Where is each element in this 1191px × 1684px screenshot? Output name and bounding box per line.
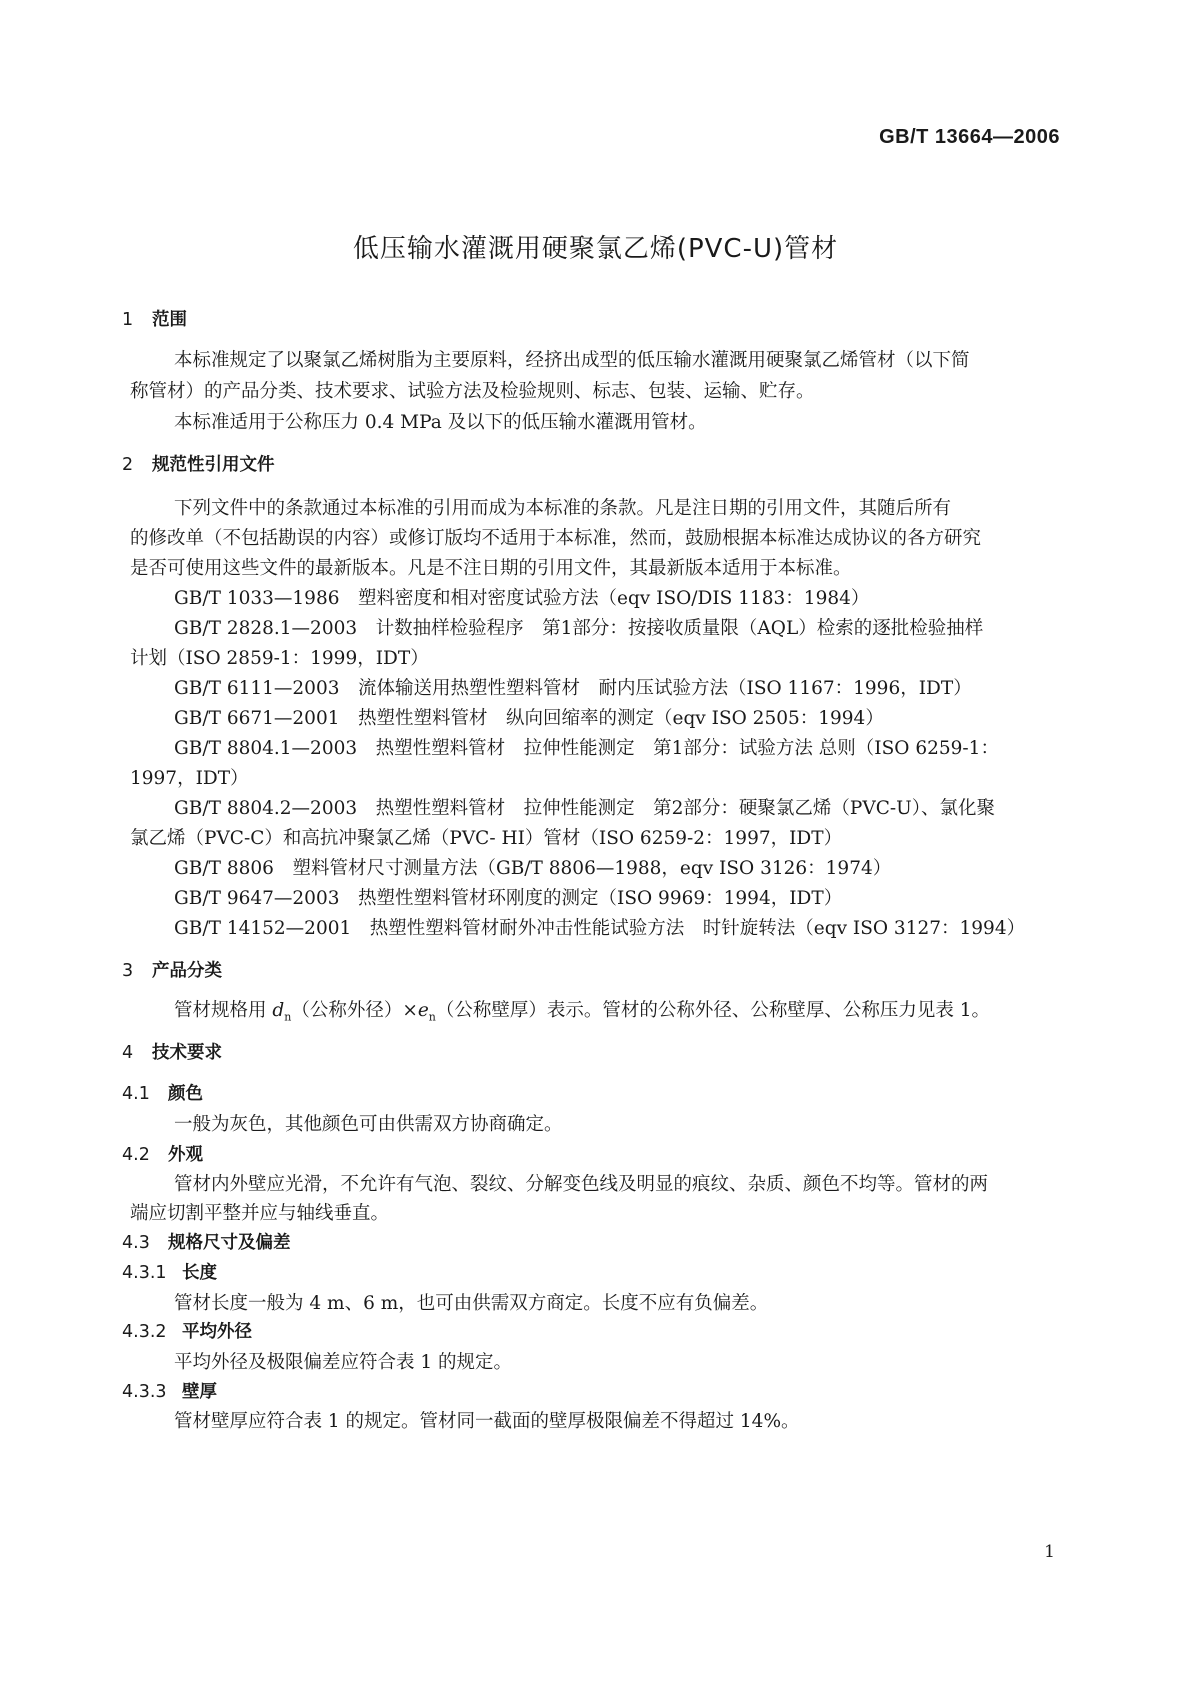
- reference-item: [174, 854, 1104, 880]
- symbol-en: e: [417, 1000, 429, 1021]
- reference-code: GB/T 14152—2001: [174, 918, 352, 939]
- subscript: n: [428, 1010, 436, 1024]
- reference-code: GB/T 9647—2003: [174, 888, 340, 909]
- section-title: 范围: [152, 310, 187, 330]
- paragraph: 平均外径及极限偏差应符合表 1 的规定。: [174, 1352, 513, 1373]
- section-number: 4.2: [122, 1145, 150, 1165]
- reference-item: [174, 584, 1104, 610]
- section-title: 颜色: [168, 1084, 203, 1104]
- subsection-4-2-heading: [122, 1141, 203, 1166]
- subsection-4-3-3-heading: [122, 1378, 217, 1403]
- reference-item: [174, 794, 1104, 820]
- paragraph: 本标准规定了以聚氯乙烯树脂为主要原料，经挤出成型的低压输水灌溉用硬聚氯乙烯管材（以下简: [174, 350, 970, 371]
- section-number: 4.1: [122, 1084, 150, 1104]
- paragraph: 的修改单（不包括勘误的内容）或修订版均不适用于本标准，然而，鼓励根据本标准达成协议的各方研究: [130, 528, 982, 549]
- subsection-4-3-2-heading: [122, 1318, 252, 1343]
- paragraph: 称管材）的产品分类、技术要求、试验方法及检验规则、标志、包装、运输、贮存。: [130, 381, 815, 402]
- subscript: n: [284, 1010, 292, 1024]
- reference-item: [174, 734, 1104, 760]
- reference-title: 热塑性塑料管材 拉伸性能测定 第1部分：试验方法 总则（ISO 6259-1：: [375, 738, 999, 759]
- section-number: 4.3.3: [122, 1382, 167, 1402]
- paragraph: 是否可使用这些文件的最新版本。凡是不注日期的引用文件，其最新版本适用于本标准。: [130, 558, 852, 579]
- section-number: 4.3.2: [122, 1322, 167, 1342]
- section-1-heading: [122, 306, 187, 331]
- section-title: 产品分类: [152, 961, 222, 981]
- section-title: 规格尺寸及偏差: [168, 1233, 291, 1253]
- section-title: 外观: [168, 1145, 203, 1165]
- section-title: 平均外径: [182, 1322, 252, 1342]
- reference-code: GB/T 6671—2001: [174, 708, 340, 729]
- reference-title: 热塑性塑料管材耐外冲击性能试验方法 时针旋转法（eqv ISO 3127：1994）: [369, 918, 1026, 939]
- page-title: 低压输水灌溉用硬聚氯乙烯(PVC-U)管材: [352, 234, 839, 264]
- section-3-heading: [122, 957, 222, 982]
- reference-code: GB/T 8806: [174, 858, 274, 879]
- section-number: 4: [122, 1043, 134, 1063]
- subsection-4-1-heading: [122, 1080, 203, 1105]
- reference-item: [174, 614, 1104, 640]
- reference-code: GB/T 6111—2003: [174, 678, 340, 699]
- paragraph: 管材长度一般为 4 m、6 m，也可由供需双方商定。长度不应有负偏差。: [174, 1293, 769, 1314]
- reference-item: [174, 674, 1104, 700]
- reference-title: 流体输送用热塑性塑料管材 耐内压试验方法（ISO 1167：1996，IDT）: [358, 678, 972, 699]
- paragraph: 下列文件中的条款通过本标准的引用而成为本标准的条款。凡是注日期的引用文件，其随后所有: [174, 498, 952, 519]
- paragraph: 本标准适用于公称压力 0.4 MPa 及以下的低压输水灌溉用管材。: [174, 412, 707, 433]
- reference-title: 塑料密度和相对密度试验方法（eqv ISO/DIS 1183：1984）: [358, 588, 870, 609]
- reference-title: 热塑性塑料管材 拉伸性能测定 第2部分：硬聚氯乙烯（PVC-U）、氯化聚: [375, 798, 995, 819]
- reference-code: GB/T 8804.1—2003: [174, 738, 358, 759]
- reference-title: 热塑性塑料管材环刚度的测定（ISO 9969：1994，IDT）: [358, 888, 843, 909]
- section-number: 1: [122, 310, 134, 330]
- section-number: 2: [122, 455, 134, 475]
- subsection-4-3-1-heading: [122, 1259, 217, 1284]
- text: （公称壁厚）表示。管材的公称外径、公称壁厚、公称压力见表 1。: [435, 1000, 991, 1021]
- section-title: 规范性引用文件: [152, 455, 275, 475]
- symbol-dn: d: [272, 1000, 285, 1021]
- paragraph: 管材壁厚应符合表 1 的规定。管材同一截面的壁厚极限偏差不得超过 14%。: [174, 1411, 800, 1432]
- section-number: 3: [122, 961, 134, 981]
- reference-item: [174, 704, 1104, 730]
- section-2-heading: [122, 451, 275, 476]
- reference-continuation: 1997，IDT）: [130, 768, 249, 789]
- section-title: 技术要求: [152, 1043, 222, 1063]
- paragraph: [174, 996, 1104, 1024]
- paragraph: 管材内外壁应光滑，不允许有气泡、裂纹、分解变色线及明显的痕纹、杂质、颜色不均等。管材的两: [174, 1174, 989, 1195]
- reference-item: [174, 884, 1104, 910]
- text: 管材规格用: [174, 1000, 273, 1021]
- reference-code: GB/T 2828.1—2003: [174, 618, 358, 639]
- section-number: 4.3.1: [122, 1263, 167, 1283]
- section-title: 长度: [182, 1263, 217, 1283]
- page-number: 1: [1044, 1542, 1055, 1562]
- paragraph: 一般为灰色，其他颜色可由供需双方协商确定。: [174, 1114, 563, 1135]
- subsection-4-3-heading: [122, 1229, 291, 1254]
- section-title: 壁厚: [182, 1382, 217, 1402]
- standard-code: GB/T 13664—2006: [879, 126, 1060, 148]
- reference-title: 热塑性塑料管材 纵向回缩率的测定（eqv ISO 2505：1994）: [358, 708, 884, 729]
- reference-code: GB/T 1033—1986: [174, 588, 340, 609]
- reference-code: GB/T 8804.2—2003: [174, 798, 358, 819]
- section-4-heading: [122, 1039, 222, 1064]
- section-number: 4.3: [122, 1233, 150, 1253]
- reference-title: 计数抽样检验程序 第1部分：按接收质量限（AQL）检索的逐批检验抽样: [375, 618, 984, 639]
- paragraph: 端应切割平整并应与轴线垂直。: [130, 1203, 390, 1224]
- reference-title: 塑料管材尺寸测量方法（GB/T 8806—1988，eqv ISO 3126：1974）: [292, 858, 892, 879]
- reference-continuation: 计划（ISO 2859-1：1999，IDT）: [130, 648, 429, 669]
- text: （公称外径）×: [291, 1000, 418, 1021]
- reference-continuation: 氯乙烯（PVC-C）和高抗冲聚氯乙烯（PVC- HI）管材（ISO 6259-2：1997，IDT）: [130, 828, 843, 849]
- reference-item: [174, 914, 1104, 940]
